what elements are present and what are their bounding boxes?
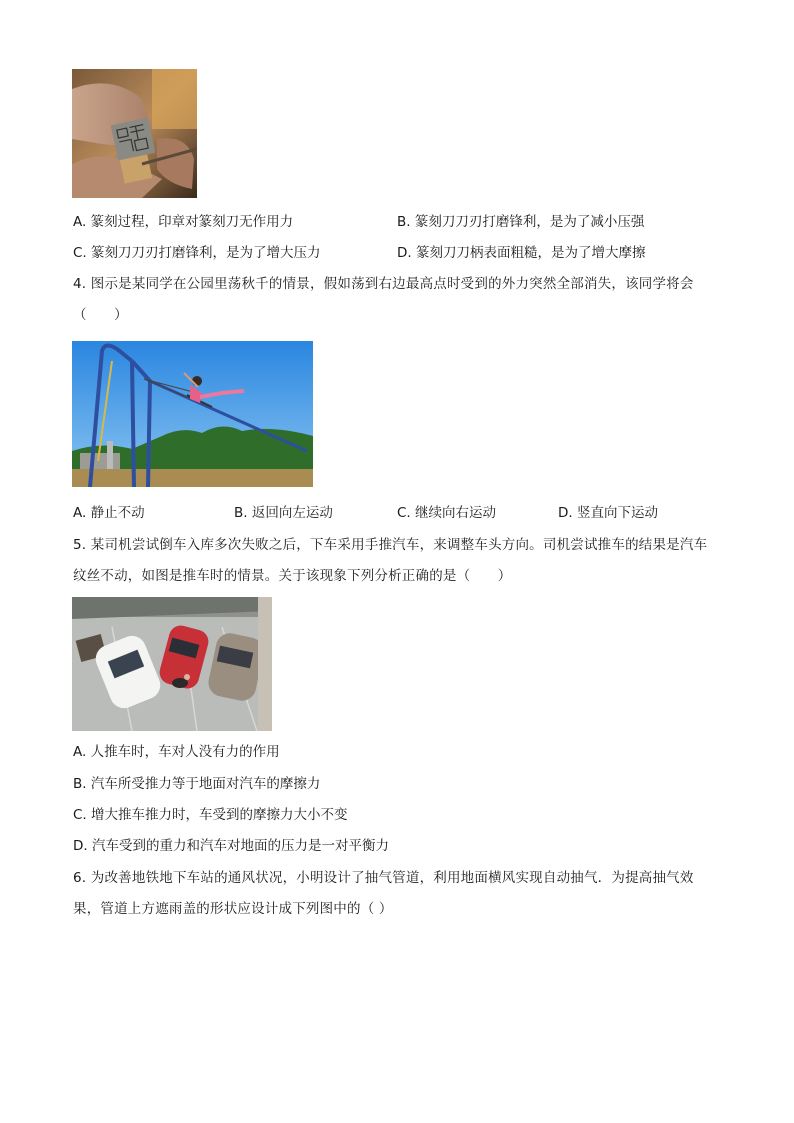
q5-stem-line1: 5. 某司机尝试倒车入库多次失败之后，下车采用手推汽车，来调整车头方向。司机尝试推车的结果是汽车 [73,537,708,553]
q4-option-c[interactable]: C. 继续向右运动 [397,505,497,521]
q6-stem-line1: 6. 为改善地铁地下车站的通风状况，小明设计了抽气管道，利用地面横风实现自动抽气．为提高抽气效 [73,870,694,886]
q5-option-d[interactable]: D. 汽车受到的重力和汽车对地面的压力是一对平衡力 [73,838,389,854]
q5-option-a[interactable]: A. 人推车时，车对人没有力的作用 [73,744,280,760]
car-pushing-image [72,597,272,731]
q4-option-d[interactable]: D. 竖直向下运动 [558,505,658,521]
swing-photo-icon [72,341,313,487]
seal-carving-image [72,69,197,198]
q4-stem-line1: 4. 图示是某同学在公园里荡秋千的情景，假如荡到右边最高点时受到的外力突然全部消失，该同学将会 [73,276,694,292]
q5-option-b[interactable]: B. 汽车所受推力等于地面对汽车的摩擦力 [73,776,321,792]
seal-carving-photo-icon [72,69,197,198]
car-pushing-photo-icon [72,597,272,731]
q4-stem-line2: （ ） [73,307,128,323]
q4-option-a[interactable]: A. 静止不动 [73,505,145,521]
q5-stem-line2: 纹丝不动，如图是推车时的情景。关于该现象下列分析正确的是（ ） [73,568,512,584]
q3-option-d[interactable]: D. 篆刻刀刀柄表面粗糙，是为了增大摩擦 [397,245,646,261]
q5-option-c[interactable]: C. 增大推车推力时，车受到的摩擦力大小不变 [73,807,348,823]
q3-option-c[interactable]: C. 篆刻刀刀刃打磨锋利，是为了增大压力 [73,245,321,261]
q6-stem-line2: 果，管道上方遮雨盖的形状应设计成下列图中的（ ） [73,901,393,917]
swing-image [72,341,313,487]
q3-option-b[interactable]: B. 篆刻刀刀刃打磨锋利，是为了减小压强 [397,214,645,230]
q4-option-b[interactable]: B. 返回向左运动 [234,505,333,521]
q3-option-a[interactable]: A. 篆刻过程，印章对篆刻刀无作用力 [73,214,294,230]
